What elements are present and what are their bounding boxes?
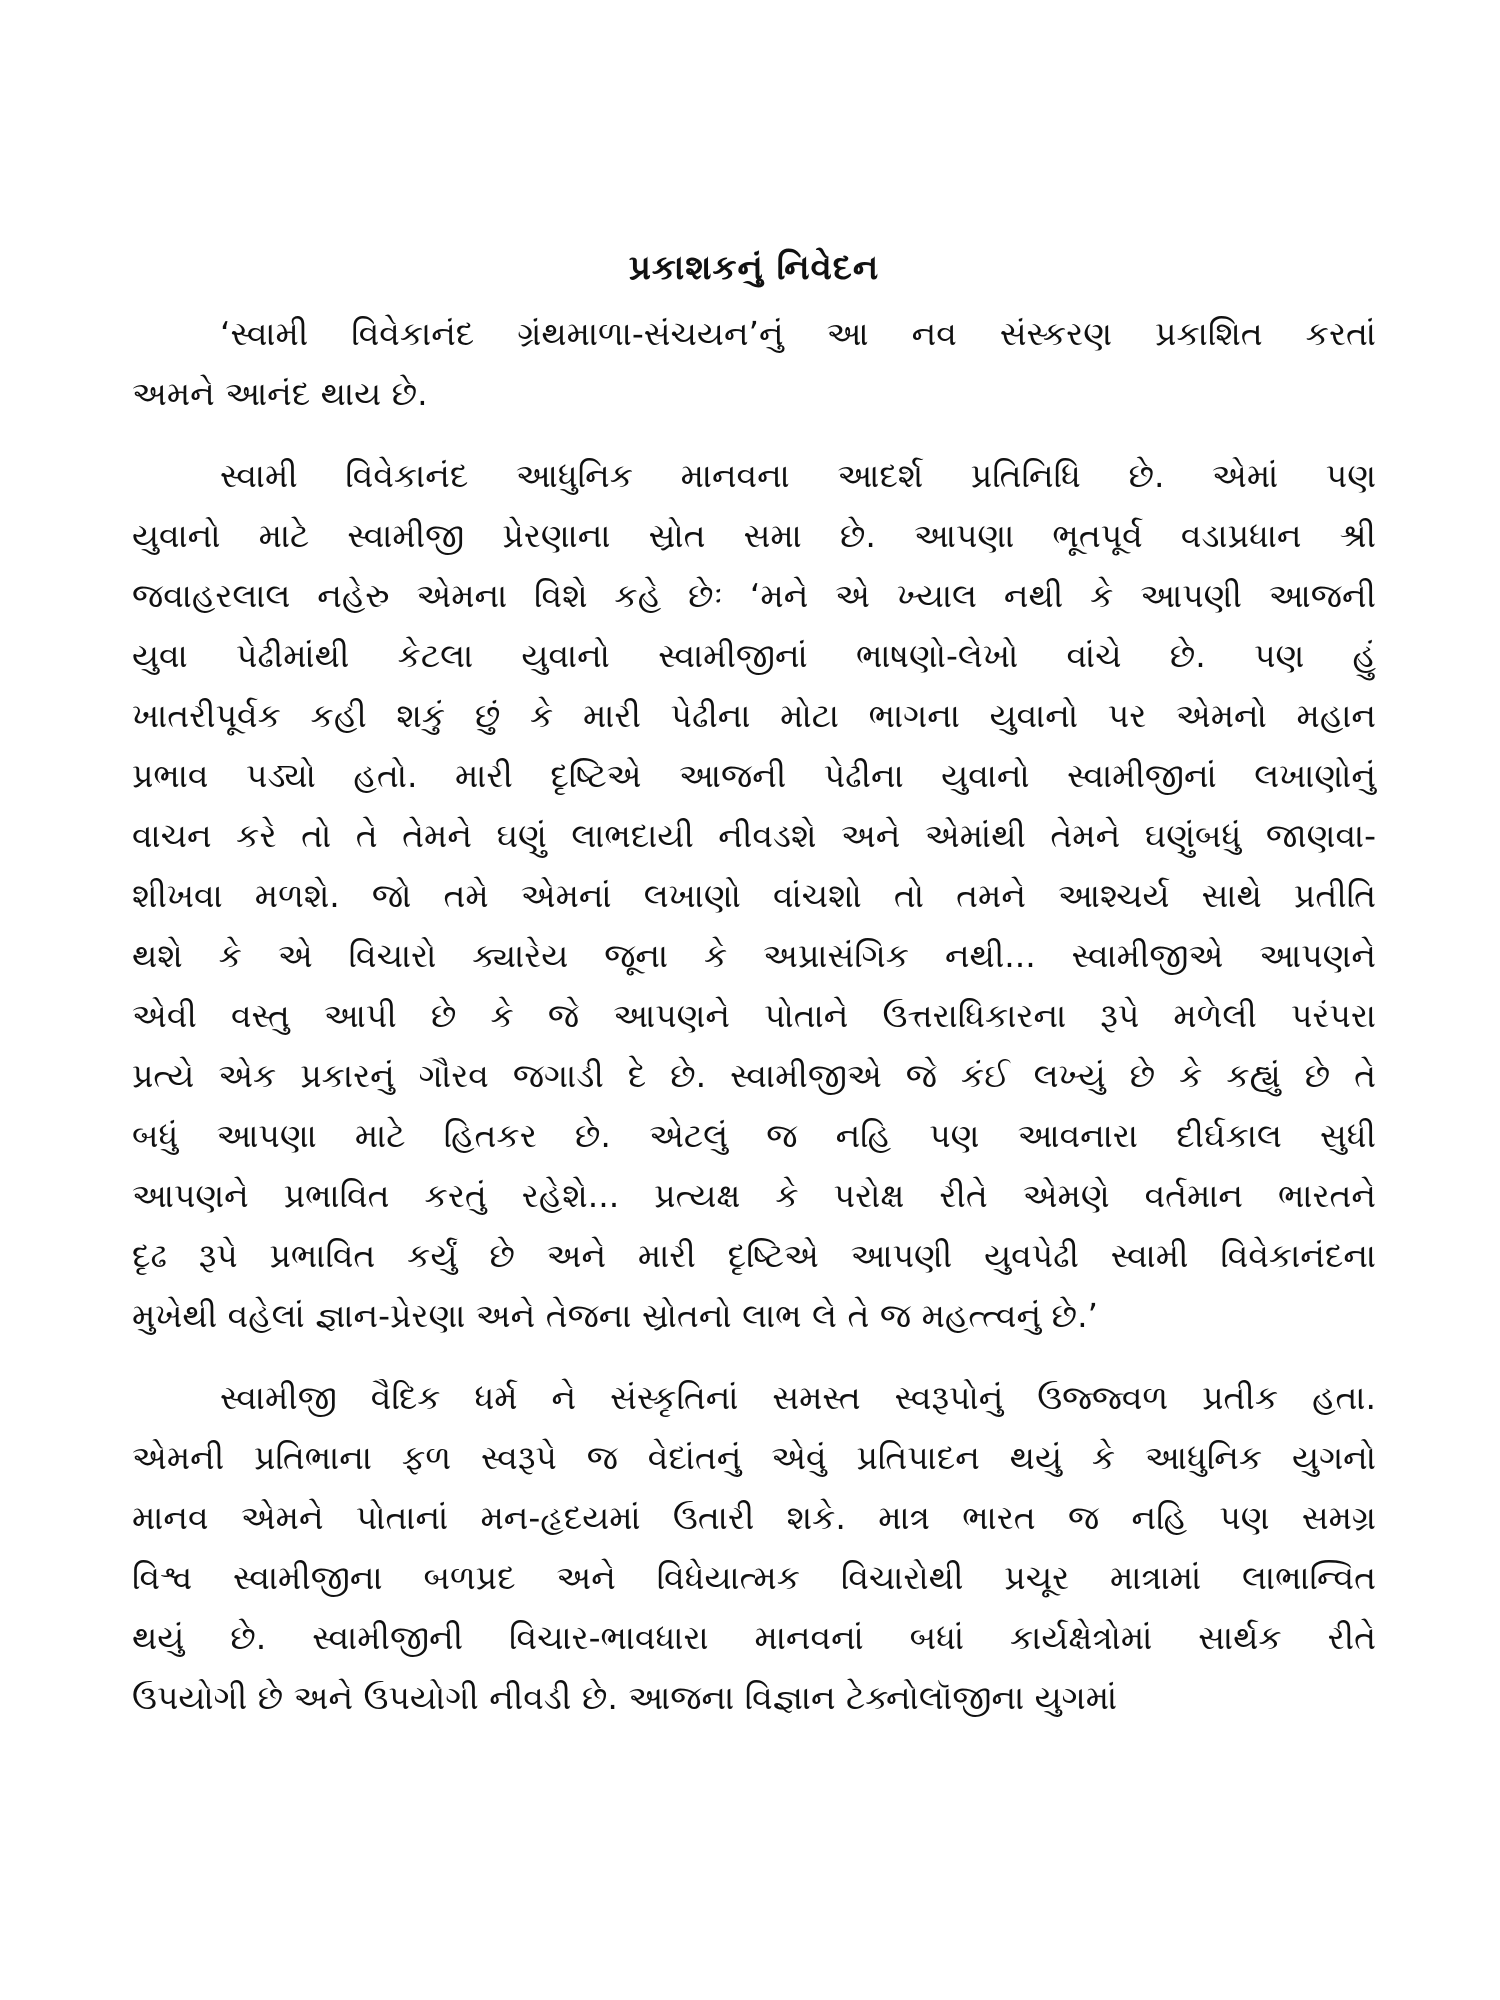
text-line: આપણને પ્રભાવિત કરતું રહેશે... પ્રત્યક્ષ કે પરોક્ષ રીતે એમણે વર્તમાન ભારતને	[132, 1176, 1376, 1215]
text-line: અમને આનંદ થાય છે.	[132, 374, 428, 413]
text-line: મુખેથી વહેલાં જ્ઞાન-પ્રેરણા અને તેજના સ્રોતનો લાભ લે તે જ મહત્ત્વનું છે.’	[132, 1296, 1099, 1335]
text-line: સ્વામી વિવેકાનંદ આધુનિક માનવના આદર્શ પ્રતિનિધિ છે. એમાં પણ	[220, 456, 1376, 495]
text-line: ઉપયોગી છે અને ઉપયોગી નીવડી છે. આજના વિજ્ઞાન ટેક્નોલૉજીના યુગમાં	[132, 1678, 1118, 1717]
text-line: શીખવા મળશે. જો તમે એમનાં લખાણો વાંચશો તો તમને આશ્ચર્ય સાથે પ્રતીતિ	[132, 876, 1376, 915]
text-line: ખાતરીપૂર્વક કહી શકું છું કે મારી પેઢીના મોટા ભાગના યુવાનો પર એમનો મહાન	[132, 696, 1376, 735]
document-page	[132, 238, 1376, 1750]
text-line: થયું છે. સ્વામીજીની વિચાર-ભાવધારા માનવનાં બધાં કાર્યક્ષેત્રોમાં સાર્થક રીતે	[132, 1618, 1376, 1657]
text-line: બધું આપણા માટે હિતકર છે. એટલું જ નહિ પણ આવનારા દીર્ઘકાલ સુધી	[132, 1116, 1376, 1155]
text-line: વિશ્વ સ્વામીજીના બળપ્રદ અને વિધેયાત્મક વિચારોથી પ્રચૂર માત્રામાં લાભાન્વિત	[132, 1558, 1376, 1597]
text-line: પ્રભાવ પડ્યો હતો. મારી દૃષ્ટિએ આજની પેઢીના યુવાનો સ્વામીજીનાં લખાણોનું	[132, 756, 1376, 795]
page-title: પ્રકાશકનું નિવેદન	[628, 248, 880, 288]
text-line: યુવા પેઢીમાંથી કેટલા યુવાનો સ્વામીજીનાં ભાષણો-લેખો વાંચે છે. પણ હું	[132, 636, 1376, 675]
paragraph	[132, 446, 1376, 1346]
text-line: ‘સ્વામી વિવેકાનંદ ગ્રંથમાળા-સંચયન’નું આ નવ સંસ્કરણ પ્રકાશિત કરતાં	[220, 314, 1376, 353]
text-line: યુવાનો માટે સ્વામીજી પ્રેરણાના સ્રોત સમા છે. આપણા ભૂતપૂર્વ વડાપ્રધાન શ્રી	[132, 516, 1376, 555]
text-line: માનવ એમને પોતાનાં મન-હૃદયમાં ઉતારી શકે. માત્ર ભારત જ નહિ પણ સમગ્ર	[132, 1498, 1376, 1537]
paragraph	[132, 1368, 1376, 1728]
text-line: સ્વામીજી વૈદિક ધર્મ ને સંસ્કૃતિનાં સમસ્ત સ્વરૂપોનું ઉજ્જ્વળ પ્રતીક હતા.	[220, 1378, 1376, 1417]
text-line: પ્રત્યે એક પ્રકારનું ગૌરવ જગાડી દે છે. સ્વામીજીએ જે કંઈ લખ્યું છે કે કહ્યું છે તે	[132, 1056, 1376, 1095]
text-line: થશે કે એ વિચારો ક્યારેય જૂના કે અપ્રાસંગિક નથી... સ્વામીજીએ આપણને	[132, 936, 1376, 975]
text-line: એમની પ્રતિભાના ફળ સ્વરૂપે જ વેદાંતનું એવું પ્રતિપાદન થયું કે આધુનિક યુગનો	[132, 1438, 1376, 1477]
text-line: એવી વસ્તુ આપી છે કે જે આપણને પોતાને ઉત્તરાધિકારના રૂપે મળેલી પરંપરા	[132, 996, 1376, 1035]
text-line: દૃઢ રૂપે પ્રભાવિત કર્યું છે અને મારી દૃષ્ટિએ આપણી યુવપેઢી સ્વામી વિવેકાનંદના	[132, 1236, 1376, 1275]
text-line: વાચન કરે તો તે તેમને ઘણું લાભદાયી નીવડશે અને એમાંથી તેમને ઘણુંબધું જાણવા-	[132, 816, 1376, 855]
text-line: જવાહરલાલ નહેરુ એમના વિશે કહે છેઃ ‘મને એ ખ્યાલ નથી કે આપણી આજની	[132, 576, 1376, 615]
document-body	[132, 304, 1376, 1728]
paragraph	[132, 304, 1376, 424]
